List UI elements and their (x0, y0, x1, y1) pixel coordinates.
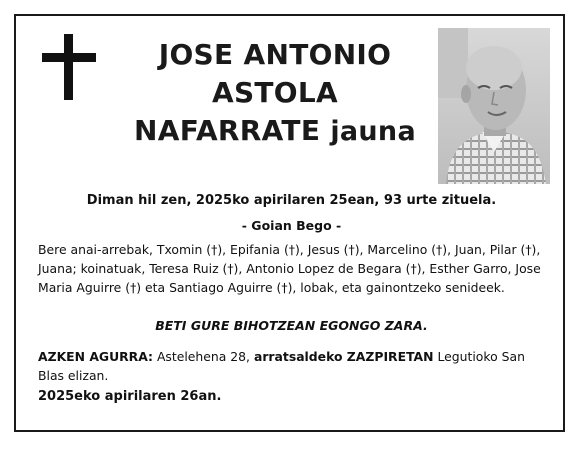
family-list: Bere anai-arrebak, Txomin (†), Epifania (†), Jesus (†), Marcelino (†), Juan, Pilar (†), Juana; koinatuak, Teresa Ruiz (†), Antonio Lopez de Begara (†), Esther Garro, Jose Maria Aguirre (†) eta Santiago Aguirre (†), lobak, eta gainontzeko senideek. (38, 242, 541, 295)
funeral-time: arratsaldeko ZAZPIRETAN (253, 349, 434, 364)
funeral-location: Legutioko San Blas elizan. (38, 349, 525, 383)
rest-in-peace-line: - Goian Bego - (241, 218, 342, 233)
funeral-details (38, 347, 548, 385)
publication-date: 2025eko apirilaren 26an. (38, 389, 222, 404)
honorific-suffix: jauna (330, 116, 416, 147)
death-statement: Diman hil zen, 2025ko apirilaren 25ean, 93 urte zituela. (86, 193, 497, 208)
funeral-label: AZKEN AGURRA: (38, 349, 154, 364)
deceased-name (110, 36, 440, 151)
name-line-2: ASTOLA (211, 76, 339, 109)
cross-icon (42, 34, 96, 100)
surname: NAFARRATE (134, 114, 321, 147)
name-line-1: JOSE ANTONIO (158, 38, 392, 71)
portrait-photo (438, 28, 550, 184)
funeral-date: Astelehena 28, (153, 349, 254, 364)
name-line-3 (110, 112, 440, 151)
memorial-motto: BETI GURE BIHOTZEAN EGONGO ZARA. (155, 318, 428, 333)
